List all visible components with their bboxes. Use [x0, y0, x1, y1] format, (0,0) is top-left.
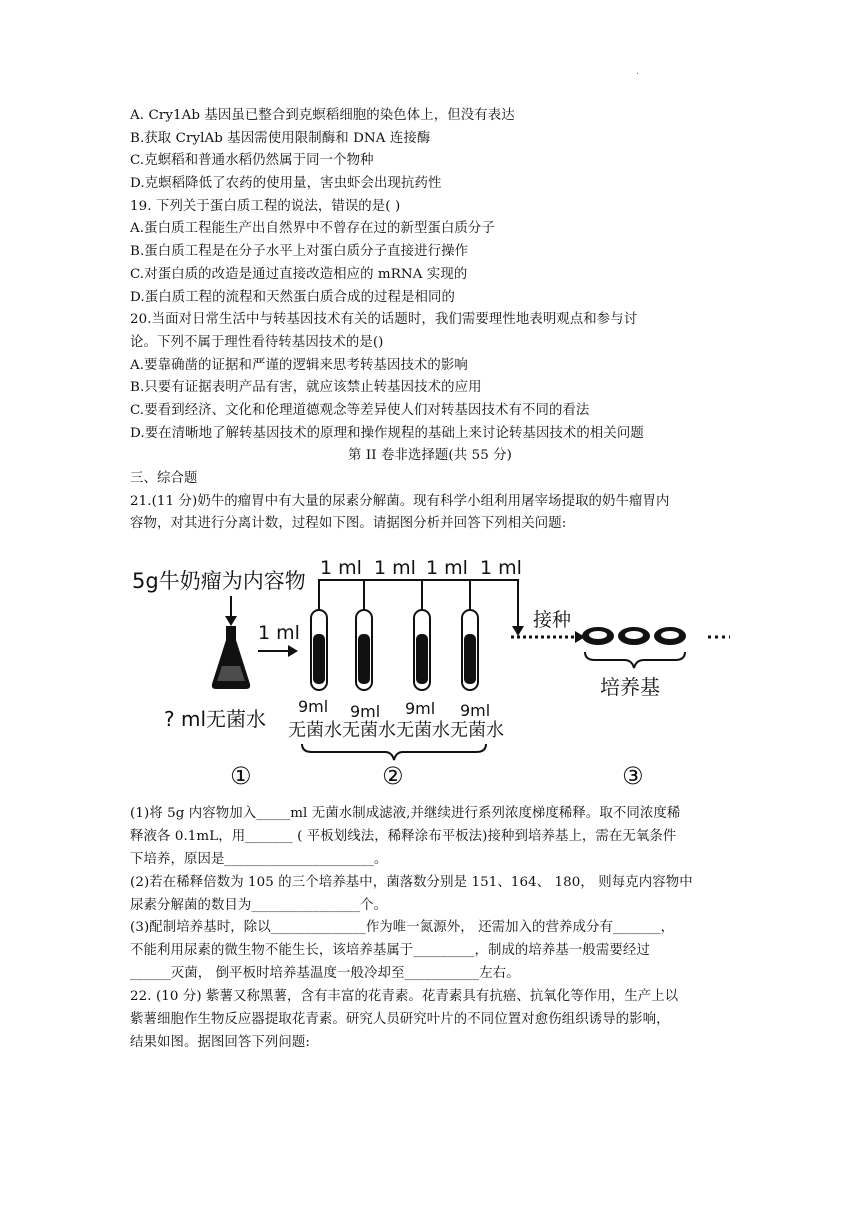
arrow-head: [225, 616, 237, 626]
step-label-3: ③: [622, 762, 644, 790]
text-line: C.对蛋白质的改造是通过直接改造相应的 mRNA 实现的: [130, 266, 468, 282]
section-heading: 第 II 卷非选择题(共 55 分): [347, 448, 513, 464]
tube-4: [462, 586, 478, 690]
transfer-label: 1 ml: [480, 557, 522, 579]
section-type: 三、综合题: [130, 471, 198, 486]
tube-volume: 9ml: [298, 697, 329, 716]
text-line: A. Cry1Ab 基因虽已整合到克螟稻细胞的染色体上，但没有表达: [130, 108, 515, 123]
transfer-bracket: [319, 580, 364, 586]
text-line: D.蛋白质工程的流程和天然蛋白质合成的过程是相同的: [130, 289, 455, 305]
step-label-2: ②: [382, 762, 404, 790]
text-line: 尿素分解菌的数目为________________个。: [130, 897, 388, 913]
first-transfer-label: 1 ml: [258, 622, 300, 644]
text-line: A.要靠确凿的证据和严谨的逻辑来思考转基因技术的影响: [130, 357, 468, 373]
dilution-diagram: [130, 546, 735, 796]
petri-dish-2: [618, 627, 650, 645]
question-21-intro: 21.(11 分)奶牛的瘤胃中有大量的尿素分解菌。现有科学小组利用屠宰场提取的奶牛瘤胃内: [130, 493, 670, 509]
tube-1: [311, 586, 327, 690]
text-line: 释液各 0.1mL，用_______ ( 平板划线法，稀释涂布平板法)接种到培养基上，需在无氧条件: [130, 828, 677, 844]
text-line: A.蛋白质工程能生产出自然界中不曾存在过的新型蛋白质分子: [130, 221, 495, 237]
text-line: 论。下列不属于理性看待转基因技术的是(): [130, 334, 384, 350]
text-line: D.克螟稻降低了农药的使用量，害虫虾会出现抗药性: [130, 176, 442, 192]
question-22: 22. (10 分) 紫薯又称黑薯，含有丰富的花青素。花青素具有抗癌、抗氧化等作用，生产上以: [130, 989, 679, 1005]
tube-2: [356, 586, 372, 690]
text-line: 结果如图。据图回答下列问题:: [130, 1034, 310, 1050]
question-19: 19. 下列关于蛋白质工程的说法，错误的是( ): [130, 198, 401, 214]
tube-volume: 9ml: [405, 699, 436, 718]
text-line: D.要在清晰地了解转基因技术的原理和操作规程的基础上来讨论转基因技术的相关问题: [130, 425, 644, 441]
text-line: C.克螟稻和普通水稻仍然属于同一个物种: [130, 153, 374, 169]
step-label-1: ①: [230, 762, 252, 790]
text-line: B.蛋白质工程是在分子水平上对蛋白质分子直接进行操作: [130, 244, 469, 260]
transfer-label: 1 ml: [426, 557, 468, 579]
question-block-top: [130, 105, 730, 536]
text-line: 下培养，原因是______________________。: [130, 851, 388, 867]
flask-water-label: ? ml无菌水: [164, 707, 267, 731]
tube-3: [414, 586, 430, 690]
medium-label: 培养基: [600, 675, 660, 699]
text-line: 容物，对其进行分离计数，过程如下图。请据图分析并回答下列相关问题:: [130, 516, 567, 532]
tubes-brace: [302, 744, 486, 760]
petri-dish-1: [582, 627, 614, 645]
petri-dish-3: [654, 627, 686, 645]
text-line: B.获取 CrylAb 基因需使用限制酶和 DNA 连接酶: [130, 130, 431, 146]
text-line: 紫薯细胞作生物反应器提取花青素。研究人员研究叶片的不同位置对愈伤组织诱导的影响，: [130, 1012, 670, 1028]
text-line: ______灭菌， 倒平板时培养基温度一般冷却至___________左右。: [130, 966, 520, 982]
transfer-label: 1 ml: [320, 557, 362, 579]
header-mark: .: [636, 66, 640, 77]
text-line: (1)将 5g 内容物加入_____ml 无菌水制成滤液,并继续进行系列浓度梯度稀释。取不同浓度稀: [130, 806, 681, 821]
medium-brace: [585, 652, 685, 668]
text-line: (3)配制培养基时，除以______________作为唯一氮源外， 还需加入的营养成分有_______，: [130, 920, 675, 936]
inoculate-label: 接种: [533, 609, 572, 631]
text-line: 不能利用尿素的微生物不能生长，该培养基属于_________，制成的培养基一般需要经过: [130, 943, 650, 959]
text-line: B.只要有证据表明产品有害，就应该禁止转基因技术的应用: [130, 380, 482, 396]
diagram-top-label: 5g牛奶瘤为内容物: [132, 569, 306, 593]
question-20: 20.当面对日常生活中与转基因技术有关的话题时，我们需要理性地表明观点和参与讨: [130, 312, 638, 328]
tube-volume: 9ml: [350, 702, 381, 721]
text-line: (2)若在稀释倍数为 105 的三个培养基中，菌落数分别是 151、164、 180， 则每克内容物中: [130, 874, 693, 890]
flask-icon: [212, 626, 250, 689]
tube-water-label: 无菌水无菌水无菌水无菌水: [288, 720, 504, 741]
question-block-bottom: [130, 803, 735, 1055]
transfer-label: 1 ml: [374, 557, 416, 579]
text-line: C.要看到经济、文化和伦理道德观念等差异使人们对转基因技术有不同的看法: [130, 402, 590, 418]
tube-volume: 9ml: [460, 701, 491, 720]
